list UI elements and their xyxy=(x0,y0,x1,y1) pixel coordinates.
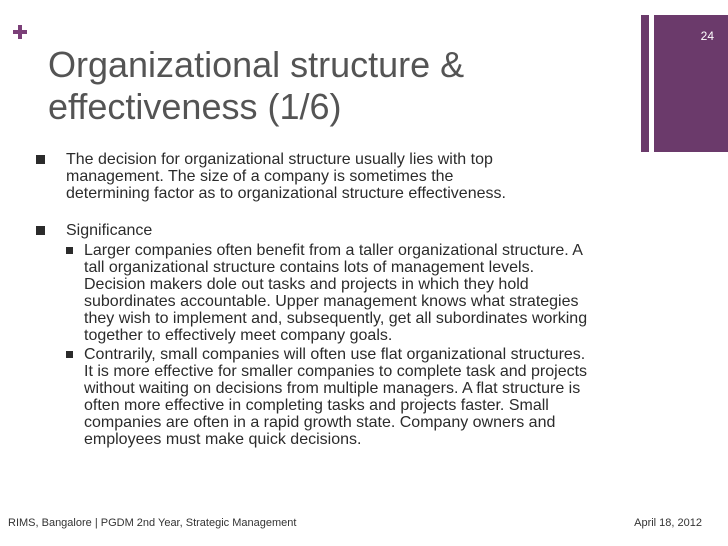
bullet-text: management. The size of a company is sometimes the xyxy=(66,168,454,185)
sub-bullet-text: they wish to implement and, subsequently, get all subordinates working xyxy=(84,310,588,327)
title-line: Organizational structure & xyxy=(48,44,465,85)
bullet-item xyxy=(36,151,646,202)
square-bullet-icon xyxy=(36,155,45,164)
slide-title xyxy=(48,44,628,128)
bullet-text: The decision for organizational structure usually lies with top xyxy=(66,151,493,168)
bullet-text: determining factor as to organizational structure effectiveness. xyxy=(66,185,506,202)
sub-bullet-text: Larger companies often benefit from a taller organizational structure. A xyxy=(84,242,583,259)
sub-bullet-text: Contrarily, small companies will often use flat organizational structures. xyxy=(84,346,586,363)
bullet-text: Significance xyxy=(66,222,153,239)
sub-bullet-text: tall organizational structure contains lots of management levels. xyxy=(84,259,535,276)
sub-bullet-text: Decision makers dole out tasks and projects in which they hold xyxy=(84,276,529,293)
accent-bar-thin xyxy=(641,15,649,152)
square-bullet-icon xyxy=(66,351,73,358)
bullet-item xyxy=(36,222,646,239)
title-line: effectiveness (1/6) xyxy=(48,86,342,127)
sub-bullet-text: It is more effective for smaller companies to complete task and projects xyxy=(84,363,588,380)
sub-bullet-text: often more effective in completing tasks and projects faster. Small xyxy=(84,397,549,414)
sub-bullet-text: subordinates accountable. Upper management knows what strategies xyxy=(84,293,579,310)
footer-date: April 18, 2012 xyxy=(634,517,702,529)
square-bullet-icon xyxy=(66,247,73,254)
sub-bullet-text: companies are often in a rapid growth state. Company owners and xyxy=(84,414,556,431)
sub-bullet-text: employees must make quick decisions. xyxy=(84,431,362,448)
square-bullet-icon xyxy=(36,226,45,235)
sub-bullet-item xyxy=(36,242,646,344)
sub-bullet-item xyxy=(36,346,646,448)
plus-icon xyxy=(10,22,30,42)
slide-number: 24 xyxy=(700,29,714,43)
footer-left: RIMS, Bangalore | PGDM 2nd Year, Strategic Management xyxy=(8,517,297,529)
sub-bullet-text: without waiting on decisions from multiple managers. A flat structure is xyxy=(84,380,581,397)
sub-bullet-text: together to effectively meet company goals. xyxy=(84,327,393,344)
slide-content xyxy=(36,151,646,450)
sub-bullet-list xyxy=(36,242,646,448)
